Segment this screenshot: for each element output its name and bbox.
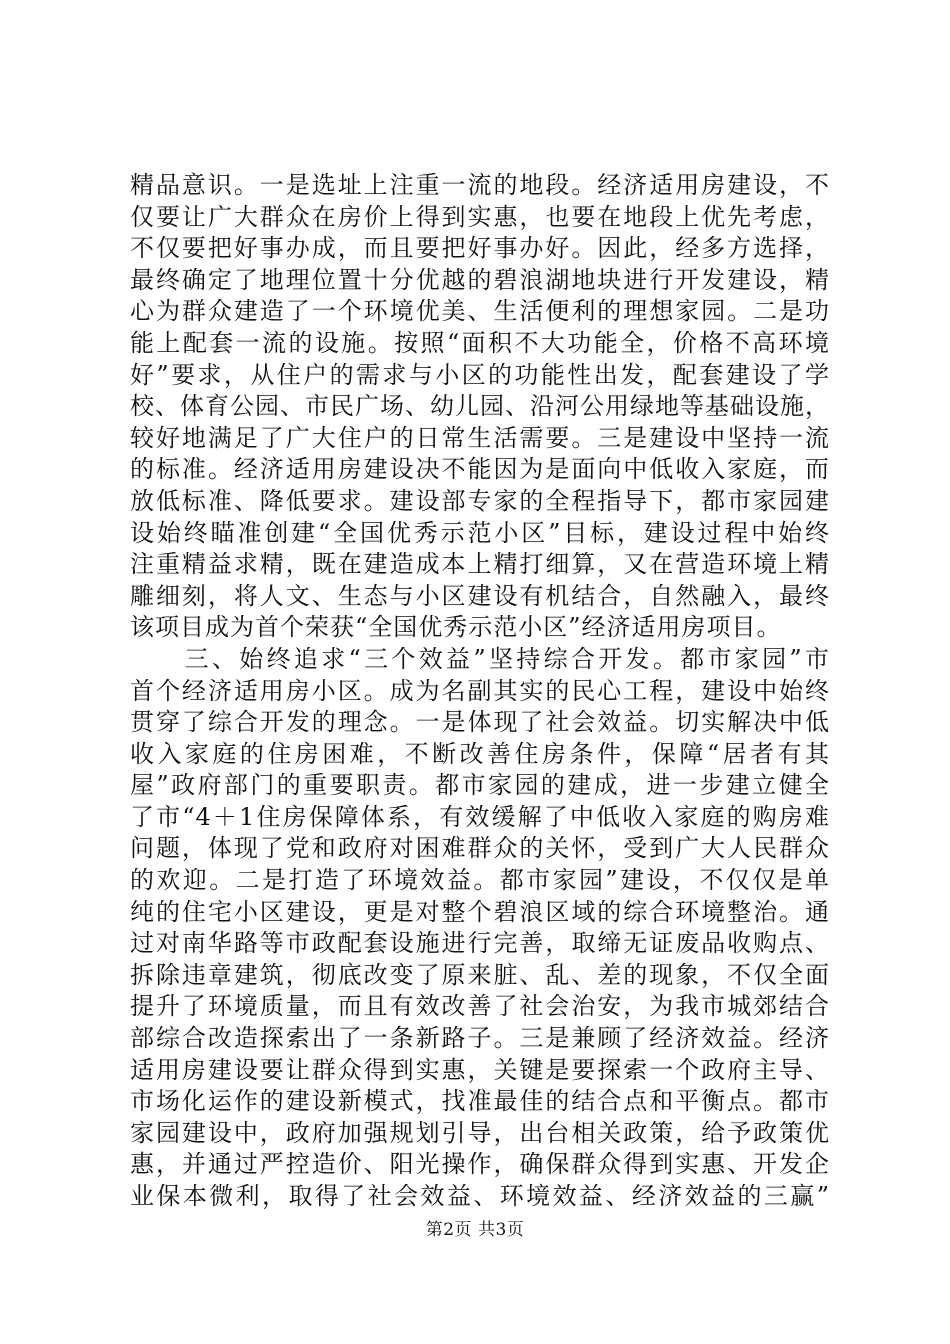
- text-line: 较好地满足了广大住户的日常生活需要。三是建设中坚持一流: [130, 423, 830, 452]
- text-line: 了市“4＋1住房保障体系，有效缓解了中低收入家庭的购房难: [130, 802, 830, 831]
- page-number-footer: 第2页 共3页: [425, 1220, 525, 1240]
- text-line: 仅要让广大群众在房价上得到实惠，也要在地段上优先考虑，: [130, 202, 830, 231]
- text-line: 过对南华路等市政配套设施进行完善，取缔无证废品收购点、: [130, 929, 830, 958]
- text-line: 放低标准、降低要求。建设部专家的全程指导下，都市家园建: [130, 486, 830, 515]
- text-line: 好”要求，从住户的需求与小区的功能性出发，配套建设了学: [130, 360, 830, 389]
- text-line: 屋”政府部门的重要职责。都市家园的建成，进一步建立健全: [130, 771, 830, 800]
- section-heading-line: 三、始终追求“三个效益”坚持综合开发。都市家园”市: [130, 644, 830, 673]
- text-line: 惠，并通过严控造价、阳光操作，确保群众得到实惠、开发企: [130, 1150, 830, 1179]
- body-text: [130, 170, 830, 1213]
- text-line: 提升了环境质量，而且有效改善了社会治安，为我市城郊结合: [130, 992, 830, 1021]
- text-line: 校、体育公园、市民广场、幼儿园、沿河公用绿地等基础设施，: [130, 392, 830, 421]
- text-line: 部综合改造探索出了一条新路子。三是兼顾了经济效益。经济: [130, 1024, 830, 1053]
- text-line: 设始终瞄准创建“全国优秀示范小区”目标，建设过程中始终: [130, 518, 830, 547]
- text-line: 家园建设中，政府加强规划引导，出台相关政策，给予政策优: [130, 1118, 830, 1147]
- text-line: 贯穿了综合开发的理念。一是体现了社会效益。切实解决中低: [130, 708, 830, 737]
- text-line: 精品意识。一是选址上注重一流的地段。经济适用房建设，不: [130, 171, 830, 199]
- text-line: 最终确定了地理位置十分优越的碧浪湖地块进行开发建设，精: [130, 265, 830, 294]
- text-line: 收入家庭的住房困难，不断改善住房条件，保障“居者有其: [130, 739, 830, 768]
- text-line: 不仅要把好事办成，而且要把好事办好。因此，经多方选择，: [130, 234, 830, 263]
- text-line: 注重精益求精，既在建造成本上精打细算，又在营造环境上精: [130, 550, 830, 579]
- text-line: 业保本微利，取得了社会效益、环境效益、经济效益的三赢”: [130, 1182, 830, 1210]
- text-line: 纯的住宅小区建设，更是对整个碧浪区域的综合环境整治。通: [130, 897, 830, 926]
- text-line: 的标准。经济适用房建设决不能因为是面向中低收入家庭，而: [130, 455, 830, 484]
- text-line: 拆除违章建筑，彻底改变了原来脏、乱、差的现象，不仅全面: [130, 960, 830, 989]
- text-line: 的欢迎。二是打造了环境效益。都市家园”建设，不仅仅是单: [130, 866, 830, 895]
- text-line: 能上配套一流的设施。按照“面积不大功能全，价格不高环境: [130, 328, 830, 357]
- text-line: 心为群众建造了一个环境优美、生活便利的理想家园。二是功: [130, 297, 830, 326]
- text-line: 适用房建设要让群众得到实惠，关键是要探索一个政府主导、: [130, 1055, 830, 1084]
- text-line: 该项目成为首个荣获“全国优秀示范小区”经济适用房项目。: [130, 613, 782, 642]
- text-line: 首个经济适用房小区。成为名副其实的民心工程，建设中始终: [130, 676, 830, 705]
- text-line: 雕细刻，将人文、生态与小区建设有机结合，自然融入，最终: [130, 581, 830, 610]
- text-line: 市场化运作的建设新模式，找准最佳的结合点和平衡点。都市: [130, 1087, 830, 1116]
- text-line: 问题，体现了党和政府对困难群众的关怀，受到广大人民群众: [130, 834, 830, 863]
